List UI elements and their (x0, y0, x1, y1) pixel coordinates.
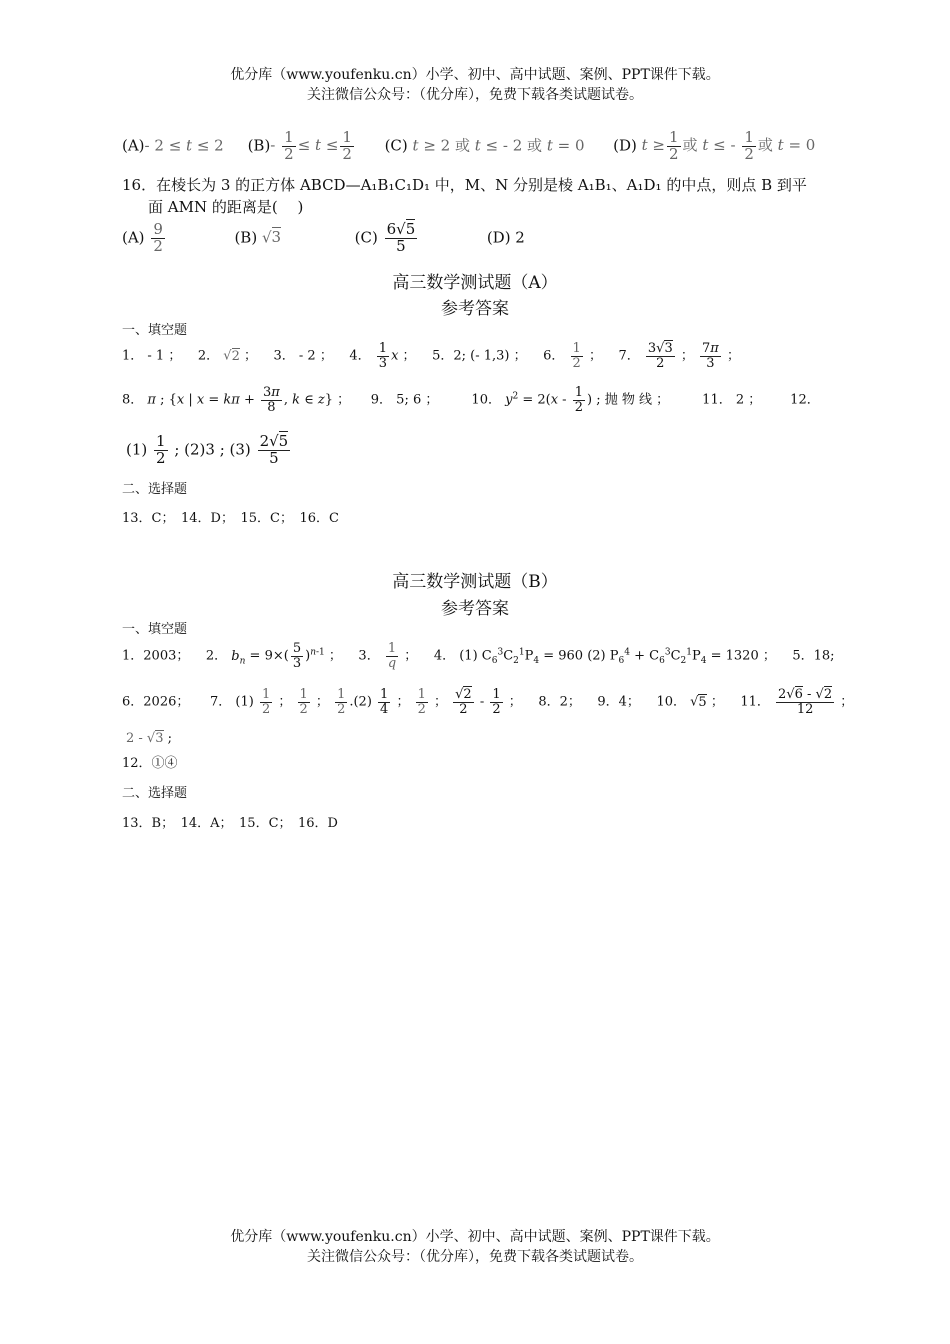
section-b-fill-row-1: 1．2003； 2． $b_n = 9\times$( $\frac{5}{3}$ )$^{n-1}$ ； 3． $\frac{1}{q}$ ； 4． (1) $C_6^3C_2^1P_4 = 960$ (2) $P_6^4 + C_6^3C_2^1P_4 = 1320$ ； 5．18; (122, 641, 835, 671)
q16-line-1: 16．在棱长为 3 的正方体 ABCD—A₁B₁C₁D₁ 中，M、N 分别是棱 A₁B₁、A₁D₁ 的中点，则点 B 到平 (122, 176, 807, 194)
q16-line-2: 面 AMN 的距离是( ) (148, 198, 304, 216)
section-b-fill-row-3: 2 - √3 ; (126, 731, 173, 746)
section-a-subtitle: 参考答案 (441, 299, 509, 319)
section-b-fill-heading: 一、填空题 (122, 622, 188, 637)
section-a-fill-row-1: 1． - 1 ； 2． √2 ； 3． - 2 ； 4． $\frac{1}{3}$ x ； 5．2; (- 1,3) ； 6． $\frac{1}{2}$ ； 7． $\frac{3√3}{2}$ ； $\frac{7\pi}{3}$ ； (122, 341, 740, 371)
section-b-choice-heading: 二、选择题 (122, 786, 188, 801)
section-b-choice-answers: 13．B； 14．A； 15．C； 16．D (122, 816, 338, 831)
section-a-choice-heading: 二、选择题 (122, 482, 188, 497)
q16-options: (A) $\frac{9}{2}$ (B) √3 (C) $\frac{6√5}{5}$ (D) 2 (122, 220, 525, 255)
header-line-2: 关注微信公众号：（优分库），免费下载各类试题试卷。 (307, 87, 643, 103)
header-line-1: 优分库（www.youfenku.cn）小学、初中、高中试题、案例、PPT课件下载。 (230, 67, 720, 83)
section-a-title: 高三数学测试题（A） (392, 273, 558, 293)
section-a-fill-heading: 一、填空题 (122, 323, 188, 338)
section-b-subtitle: 参考答案 (441, 599, 509, 619)
section-b-answer-12: 12．①④ (122, 756, 178, 771)
footer-line-2: 关注微信公众号：（优分库），免费下载各类试题试卷。 (307, 1249, 643, 1265)
section-a-fill-row-2: 8． π ; {x | x = kπ + $\frac{3\pi}{8}$ , k ∈ z} ； 9． 5; 6 ； 10． $y^2 = 2(x$ - $\frac{1}{2}$ ) ; 抛 物 线 ； 11． 2 ； 12． (122, 385, 820, 415)
section-a-choice-answers: 13．C； 14．D； 15．C； 16．C (122, 511, 339, 526)
section-a-fill-row-3: (1) $\frac{1}{2}$ ; (2)3 ; (3) $\frac{2√5}{5}$ (126, 432, 289, 467)
section-b-title: 高三数学测试题（B） (392, 572, 558, 592)
footer-line-1: 优分库（www.youfenku.cn）小学、初中、高中试题、案例、PPT课件下载。 (230, 1229, 720, 1245)
section-b-fill-row-2: 6．2026； 7． (1) $\frac{1}{2}$ ； $\frac{1}{2}$ ； $\frac{1}{2}$ .(2) $\frac{1}{4}$ ； $\frac{1}{2}$ ； $\frac{√2}{2}$ - $\frac{1}{2}$ ； 8．2； 9．4； 10． √5 ； 11． $\frac{2√6 - √2}{12}$ ； (122, 687, 854, 717)
q15-options: (A)- 2 ≤ t ≤ 2 (B)- $\frac{1}{2}$ ≤ t ≤ $\frac{1}{2}$ (C) t ≥ 2 或 t ≤ - 2 或 t = 0 (D) t ≥ $\frac{1}{2}$ 或 t ≤ - $\frac{1}{2}$ 或 t = 0 (122, 128, 816, 163)
